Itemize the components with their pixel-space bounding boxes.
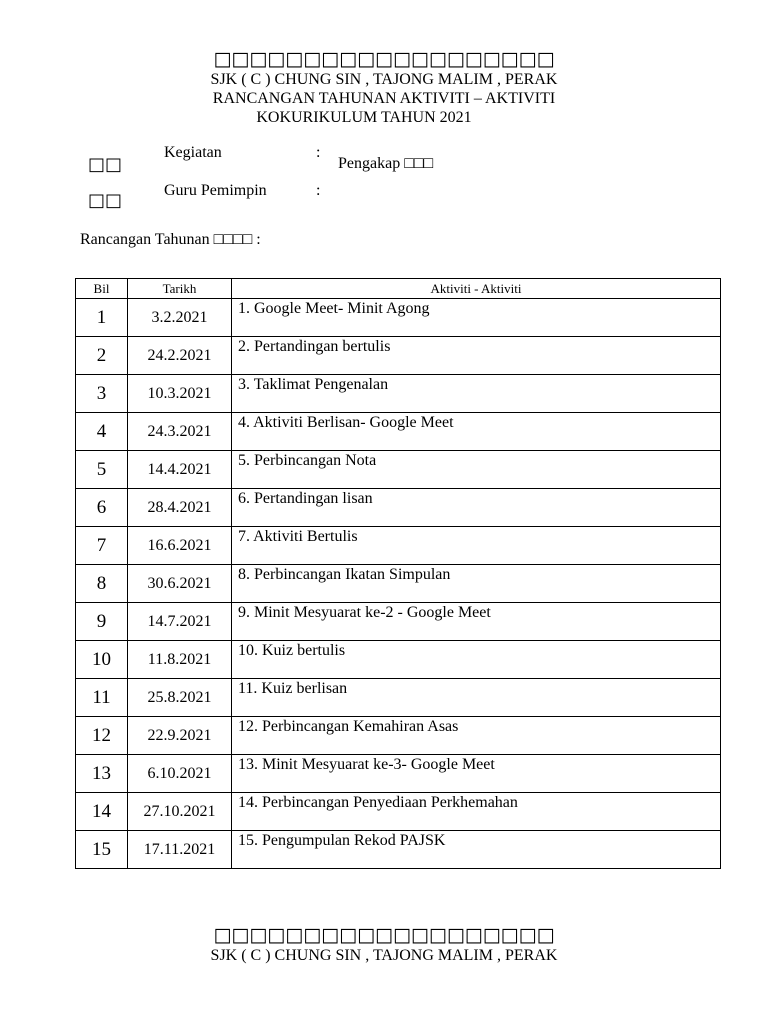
table-row <box>76 299 721 337</box>
table-row <box>76 793 721 831</box>
row-date: 24.2.2021 <box>128 337 232 375</box>
table-header-row <box>76 279 721 299</box>
table-row <box>76 337 721 375</box>
document-header <box>0 48 768 127</box>
row-activity: 6. Pertandingan lisan <box>232 489 721 527</box>
row-date: 3.2.2021 <box>128 299 232 337</box>
row-date: 24.3.2021 <box>128 413 232 451</box>
guru-pemimpin-colon: : <box>316 182 321 199</box>
kegiatan-colon: : <box>316 144 321 161</box>
row-date: 27.10.2021 <box>128 793 232 831</box>
row-activity: 3. Taklimat Pengenalan <box>232 375 721 413</box>
guru-pemimpin-label: Guru Pemimpin <box>164 182 267 199</box>
row-date: 10.3.2021 <box>128 375 232 413</box>
row-date: 28.4.2021 <box>128 489 232 527</box>
table-row <box>76 679 721 717</box>
row-number: 8 <box>76 565 128 603</box>
row-number: 14 <box>76 793 128 831</box>
activities-table <box>75 278 721 869</box>
school-name: SJK ( C ) CHUNG SIN , TAJONG MALIM , PERAK <box>210 71 558 88</box>
table-row <box>76 489 721 527</box>
row-date: 14.7.2021 <box>128 603 232 641</box>
kegiatan-value: Pengakap □□□ <box>338 155 434 172</box>
row-number: 9 <box>76 603 128 641</box>
row-date: 11.8.2021 <box>128 641 232 679</box>
row-number: 12 <box>76 717 128 755</box>
year-line: KOKURIKULUM TAHUN 2021 <box>256 109 472 126</box>
row-number: 13 <box>76 755 128 793</box>
row-date: 22.9.2021 <box>128 717 232 755</box>
row-activity: 5. Perbincangan Nota <box>232 451 721 489</box>
row-number: 3 <box>76 375 128 413</box>
row-number: 2 <box>76 337 128 375</box>
row-activity: 1. Google Meet- Minit Agong <box>232 299 721 337</box>
next-page-header <box>0 924 768 965</box>
side-chinese-chars-2: □□ <box>88 190 123 211</box>
row-number: 7 <box>76 527 128 565</box>
plan-title: RANCANGAN TAHUNAN AKTIVITI – AKTIVITI <box>212 90 556 107</box>
row-activity: 10. Kuiz bertulis <box>232 641 721 679</box>
table-row <box>76 603 721 641</box>
table-row <box>76 413 721 451</box>
row-date: 17.11.2021 <box>128 831 232 869</box>
table-body <box>76 299 721 869</box>
table-row <box>76 451 721 489</box>
row-number: 1 <box>76 299 128 337</box>
school-name: SJK ( C ) CHUNG SIN , TAJONG MALIM , PERAK <box>210 947 558 964</box>
header-tarikh: Tarikh <box>128 279 232 299</box>
rancangan-tahunan-label: Rancangan Tahunan □□□□ : <box>80 231 261 248</box>
table-row <box>76 641 721 679</box>
row-activity: 15. Pengumpulan Rekod PAJSK <box>232 831 721 869</box>
table-row <box>76 375 721 413</box>
table-row <box>76 565 721 603</box>
row-activity: 14. Perbincangan Penyediaan Perkhemahan <box>232 793 721 831</box>
row-activity: 13. Minit Mesyuarat ke-3- Google Meet <box>232 755 721 793</box>
row-date: 25.8.2021 <box>128 679 232 717</box>
row-number: 10 <box>76 641 128 679</box>
row-date: 14.4.2021 <box>128 451 232 489</box>
row-number: 5 <box>76 451 128 489</box>
table-row <box>76 717 721 755</box>
row-number: 6 <box>76 489 128 527</box>
row-activity: 4. Aktiviti Berlisan- Google Meet <box>232 413 721 451</box>
side-chinese-chars-1: □□ <box>88 154 123 175</box>
chinese-school-name: □□□□□□□□□□□□□□□□□□□ <box>213 924 555 946</box>
row-activity: 8. Perbincangan Ikatan Simpulan <box>232 565 721 603</box>
row-date: 6.10.2021 <box>128 755 232 793</box>
row-number: 15 <box>76 831 128 869</box>
row-number: 11 <box>76 679 128 717</box>
row-activity: 2. Pertandingan bertulis <box>232 337 721 375</box>
table-row <box>76 527 721 565</box>
row-activity: 9. Minit Mesyuarat ke-2 - Google Meet <box>232 603 721 641</box>
row-date: 16.6.2021 <box>128 527 232 565</box>
table-row <box>76 831 721 869</box>
row-date: 30.6.2021 <box>128 565 232 603</box>
row-number: 4 <box>76 413 128 451</box>
header-aktiviti: Aktiviti - Aktiviti <box>232 279 721 299</box>
row-activity: 12. Perbincangan Kemahiran Asas <box>232 717 721 755</box>
chinese-school-name: □□□□□□□□□□□□□□□□□□□ <box>213 48 555 70</box>
table-row <box>76 755 721 793</box>
header-bil: Bil <box>76 279 128 299</box>
kegiatan-label: Kegiatan <box>164 144 222 161</box>
row-activity: 11. Kuiz berlisan <box>232 679 721 717</box>
row-activity: 7. Aktiviti Bertulis <box>232 527 721 565</box>
